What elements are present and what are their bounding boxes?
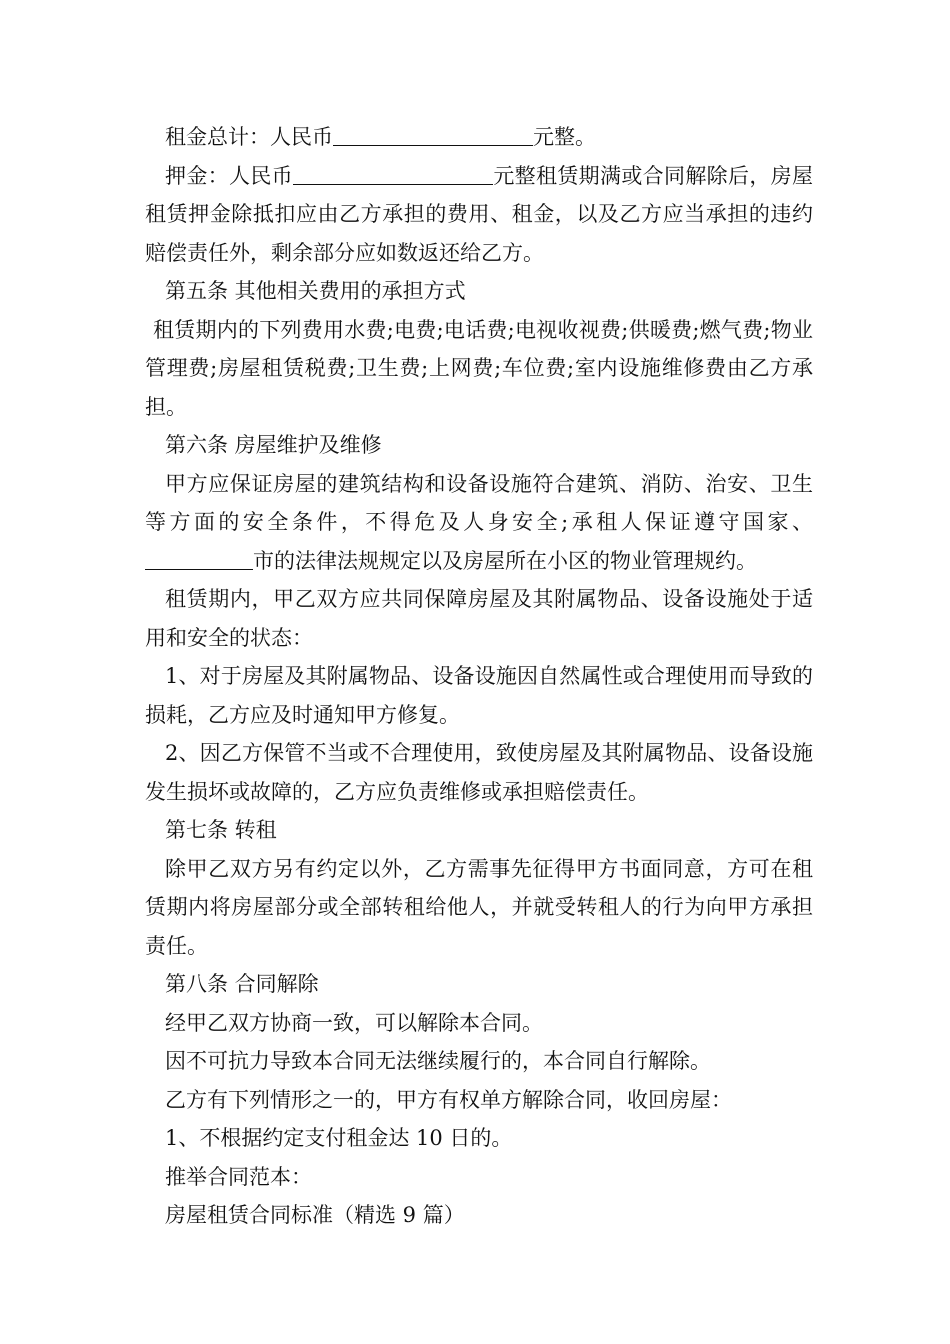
rent-total-blank <box>333 119 533 146</box>
article-5-heading: 第五条 其他相关费用的承担方式 <box>165 279 466 303</box>
rent-total-label: 租金总计：人民币 <box>165 125 333 149</box>
maintenance-item-1: 1、对于房屋及其附属物品、设备设施因自然属性或合理使用而导致的损耗，乙方应及时通知甲方修复。 <box>145 664 813 727</box>
deposit-blank <box>293 158 493 185</box>
maintenance-item-2: 2、因乙方保管不当或不合理使用，致使房屋及其附属物品、设备设施发生损坏或故障的，乙方应负责维修或承担赔偿责任。 <box>145 741 813 804</box>
maintenance-paragraph: 租赁期内，甲乙双方应共同保障房屋及其附属物品、设备设施处于适用和安全的状态： <box>145 587 813 650</box>
deposit-terms: 元整租赁期满或合同解除后，房屋租赁押金除抵扣应由乙方承担的费用、租金，以及乙方应当承担的违约赔偿责任外，剩余部分应如数返还给乙方。 <box>145 163 813 265</box>
rent-total-paragraph <box>145 118 813 157</box>
recommended-template-link: 房屋租赁合同标准（精选 9 篇） <box>165 1203 465 1227</box>
safety-paragraph <box>145 465 813 581</box>
deposit-label: 押金：人民币 <box>165 163 293 188</box>
city-blank <box>145 543 253 570</box>
article-6-heading: 第六条 房屋维护及维修 <box>165 433 382 457</box>
termination-item-1: 1、不根据约定支付租金达 10 日的。 <box>165 1126 513 1150</box>
recommended-templates-label: 推举合同范本： <box>165 1164 312 1189</box>
termination-conditions: 乙方有下列情形之一的，甲方有权单方解除合同，收回房屋： <box>165 1087 732 1112</box>
regulations-text: 市的法律法规规定以及房屋所在小区的物业管理规约。 <box>253 548 757 573</box>
termination-mutual: 经甲乙双方协商一致，可以解除本合同。 <box>165 1010 543 1035</box>
sublease-paragraph: 除甲乙双方另有约定以外，乙方需事先征得甲方书面同意，方可在租赁期内将房屋部分或全部转租给他人，并就受转租人的行为向甲方承担责任。 <box>145 856 813 958</box>
fees-paragraph: 租赁期内的下列费用水费;电费;电话费;电视收视费;供暖费;燃气费;物业管理费;房屋租赁税费;卫生费;上网费;车位费;室内设施维修费由乙方承担。 <box>145 317 813 419</box>
article-7-heading: 第七条 转租 <box>165 818 277 842</box>
contract-body <box>145 118 813 1235</box>
article-8-heading: 第八条 合同解除 <box>165 972 319 996</box>
deposit-paragraph <box>145 157 813 273</box>
termination-force-majeure: 因不可抗力导致本合同无法继续履行的，本合同自行解除。 <box>165 1049 711 1073</box>
safety-text: 甲方应保证房屋的建筑结构和设备设施符合建筑、消防、治安、卫生等方面的安全条件，不得危及人身安全;承租人保证遵守国家、 <box>145 471 813 534</box>
rent-total-unit: 元整。 <box>533 125 596 149</box>
